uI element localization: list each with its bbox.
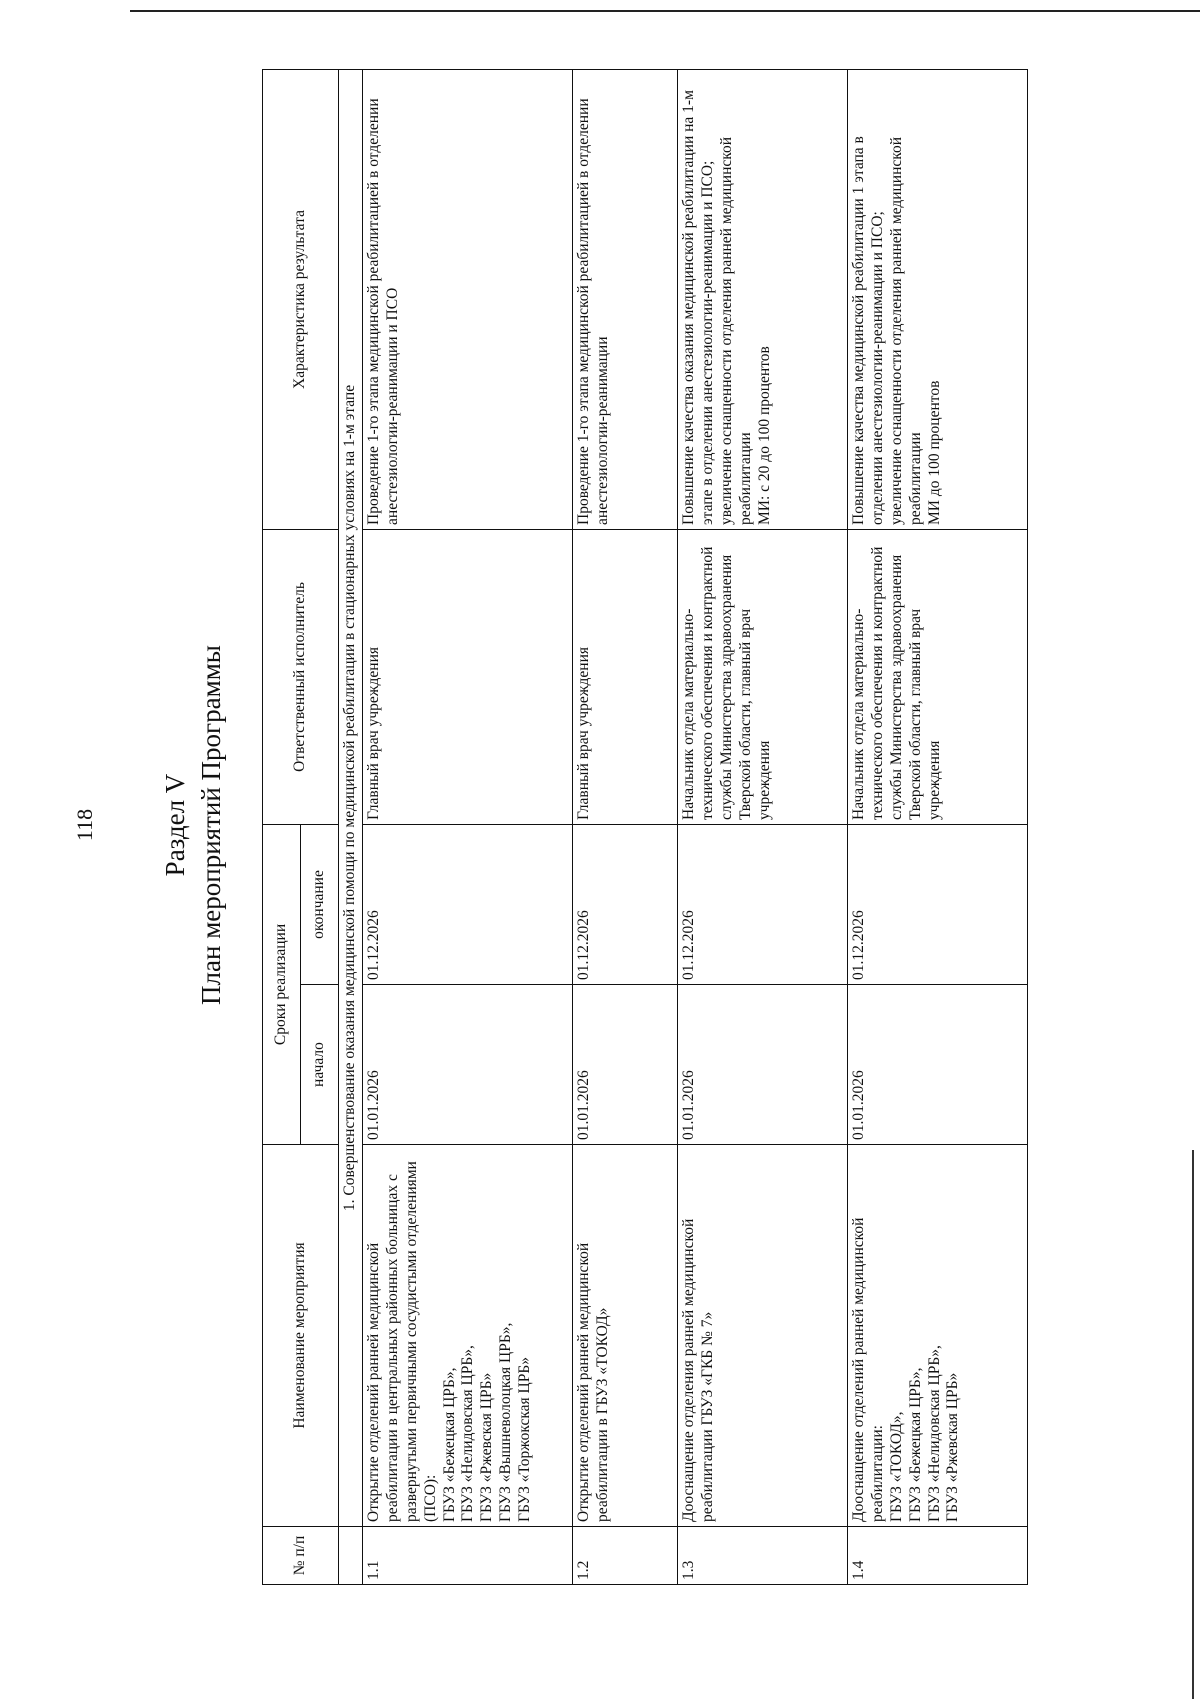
row-result: Проведение 1-го этапа медицинской реабилитацией в отделении анестезиологии-реанимации и ПСО xyxy=(362,69,572,529)
row-responsible: Начальник отдела материально-технического обеспечения и контрактной службы Министерства здравоохранения Тверской области, главный врач учреждения xyxy=(677,529,847,824)
row-result: Повышение качества медицинской реабилитации 1 этапа в отделении анестезиологии-реанимации и ПСО; увеличение оснащенности отделения ранней медицинской реабилитации МИ до 100 процентов xyxy=(847,69,1027,529)
table-row xyxy=(847,69,1027,1584)
header-responsible: Ответственный исполнитель xyxy=(263,529,339,824)
row-num: 1.1 xyxy=(362,1527,572,1585)
table-row xyxy=(572,69,677,1584)
row-result: Повышение качества оказания медицинской реабилитации на 1-м этапе в отделении анестезиологии-реанимации и ПСО; увеличение оснащенности отделения ранней медицинской реабилитации МИ: с 20 до 100 процентов xyxy=(677,69,847,529)
row-name: Дооснащение отделения ранней медицинской реабилитации ГБУЗ «ГКБ № 7» xyxy=(677,1145,847,1527)
row-num: 1.4 xyxy=(847,1527,1027,1585)
row-start: 01.01.2026 xyxy=(362,985,572,1145)
row-num: 1.3 xyxy=(677,1527,847,1585)
header-end: окончание xyxy=(301,824,339,984)
row-start: 01.01.2026 xyxy=(677,985,847,1145)
section-row xyxy=(339,69,363,1584)
document-title: План мероприятий Программы xyxy=(196,645,226,1005)
header-name: Наименование мероприятия xyxy=(263,1145,339,1527)
table-row xyxy=(677,69,847,1584)
plan-table xyxy=(262,69,1028,1585)
header-result: Характеристика результата xyxy=(263,69,339,529)
section-row-text: 1. Совершенствование оказания медицинской помощи по медицинской реабилитации в стационарных условиях на 1-м этапе xyxy=(339,69,363,1526)
row-responsible: Главный врач учреждения xyxy=(362,529,572,824)
section-title: Раздел V xyxy=(160,773,190,877)
row-responsible: Главный врач учреждения xyxy=(572,529,677,824)
row-responsible: Начальник отдела материально-технического обеспечения и контрактной службы Министерства здравоохранения Тверской области, главный врач учреждения xyxy=(847,529,1027,824)
row-end: 01.12.2026 xyxy=(572,824,677,984)
row-result: Проведение 1-го этапа медицинской реабилитацией в отделении анестезиологии-реанимации xyxy=(572,69,677,529)
row-start: 01.01.2026 xyxy=(572,985,677,1145)
row-name: Дооснащение отделений ранней медицинской реабилитации: ГБУЗ «ТОКОД», ГБУЗ «Бежецкая ЦРБ», ГБУЗ «Нелидовская ЦРБ», ГБУЗ «Ржевская ЦРБ» xyxy=(847,1145,1027,1527)
header-start: начало xyxy=(301,985,339,1145)
header-num: № п/п xyxy=(263,1527,339,1585)
row-end: 01.12.2026 xyxy=(362,824,572,984)
row-end: 01.12.2026 xyxy=(677,824,847,984)
section-row-num xyxy=(339,1527,363,1585)
row-name: Открытие отделений ранней медицинской реабилитации в центральных районных больницах с развернутыми первичными сосудистыми отделениями (ПСО): ГБУЗ «Бежецкая ЦРБ», ГБУЗ «Нелидовская ЦРБ», ГБУЗ «Ржевская ЦРБ» ГБУЗ «Вышневолоцкая ЦРБ», ГБУЗ «Торжокская ЦРБ» xyxy=(362,1145,572,1527)
row-start: 01.01.2026 xyxy=(847,985,1027,1145)
row-end: 01.12.2026 xyxy=(847,824,1027,984)
table-row xyxy=(362,69,572,1584)
row-name: Открытие отделений ранней медицинской реабилитации в ГБУЗ «ТОКОД» xyxy=(572,1145,677,1527)
page-number: 118 xyxy=(72,808,97,842)
row-num: 1.2 xyxy=(572,1527,677,1585)
header-terms: Сроки реализации xyxy=(263,824,301,1144)
